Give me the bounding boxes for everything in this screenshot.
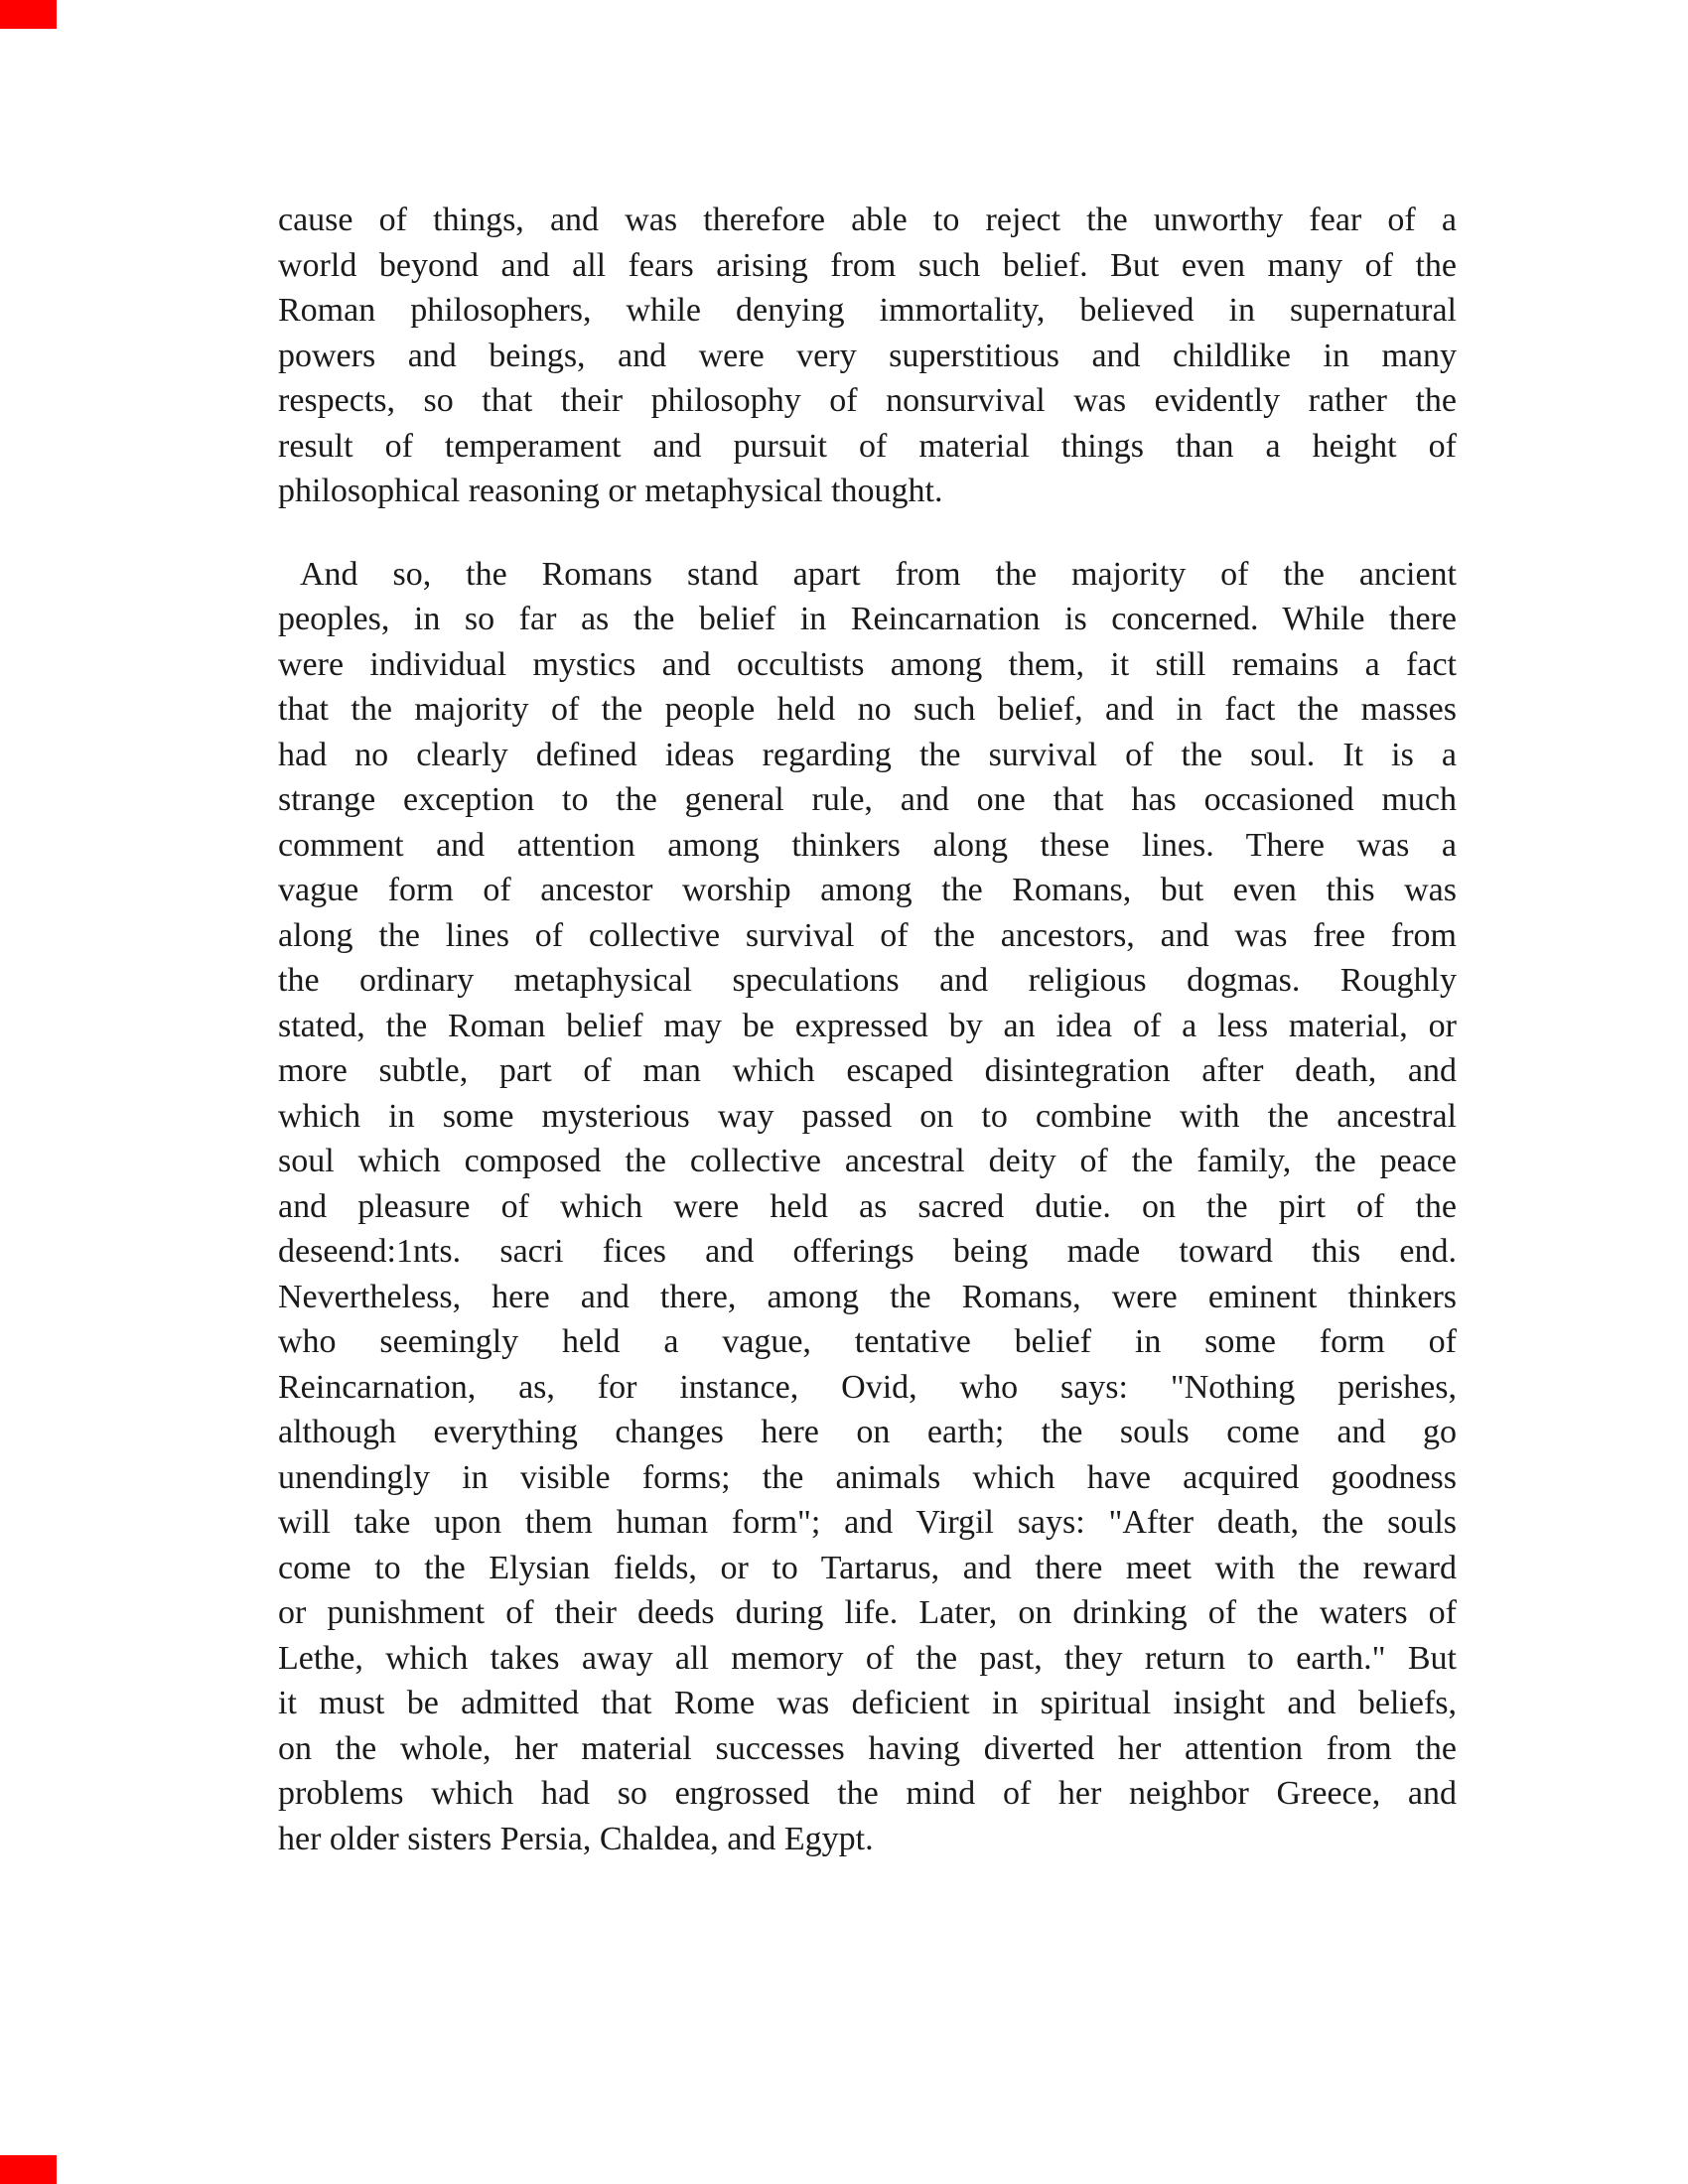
text-line: were individual mystics and occultists among them, it still remains a fact (278, 645, 1457, 683)
text-line: philosophical reasoning or metaphysical thought. (278, 473, 943, 509)
text-line: strange exception to the general rule, and one that has occasioned much (278, 781, 1457, 818)
text-line: who seemingly held a vague, tentative belief in some form of (278, 1323, 1457, 1360)
paragraph (278, 552, 1457, 1862)
paragraph (278, 198, 1457, 514)
text-line: unendingly in visible forms; the animals which have acquired goodness (278, 1458, 1457, 1496)
text-line: or punishment of their deeds during life. Later, on drinking of the waters of (278, 1594, 1457, 1631)
text-line: the ordinary metaphysical speculations and religious dogmas. Roughly (278, 962, 1457, 999)
text-line: will take upon them human form"; and Virgil says: "After death, the souls (278, 1504, 1457, 1541)
red-corner-mark-top-left (0, 0, 57, 29)
text-line: peoples, in so far as the belief in Reincarnation is concerned. While there (278, 601, 1457, 637)
text-line: more subtle, part of man which escaped disintegration after death, and (278, 1052, 1457, 1089)
text-line: her older sisters Persia, Chaldea, and Egypt. (278, 1820, 874, 1857)
text-line: which in some mysterious way passed on to combine with the ancestral (278, 1097, 1457, 1135)
text-line: cause of things, and was therefore able to reject the unworthy fear of a (278, 202, 1457, 238)
text-line: along the lines of collective survival of the ancestors, and was free from (278, 916, 1457, 954)
text-line: Lethe, which takes away all memory of the past, they return to earth." But (278, 1639, 1457, 1677)
text-line: it must be admitted that Rome was deficient in spiritual insight and beliefs, (278, 1685, 1457, 1721)
text-line: And so, the Romans stand apart from the majority of the ancient (300, 555, 1457, 593)
text-line: result of temperament and pursuit of material things than a height of (278, 427, 1457, 465)
text-line: powers and beings, and were very superstitious and childlike in many (278, 337, 1457, 374)
text-line: Roman philosophers, while denying immortality, believed in supernatural (278, 292, 1457, 329)
text-block (278, 198, 1457, 1861)
text-line: vague form of ancestor worship among the Romans, but even this was (278, 872, 1457, 908)
text-line: although everything changes here on earth; the souls come and go (278, 1414, 1457, 1450)
text-line: world beyond and all fears arising from such belief. But even many of the (278, 246, 1457, 284)
text-line: problems which had so engrossed the mind of her neighbor Greece, and (278, 1775, 1457, 1812)
text-line: stated, the Roman belief may be expressed by an idea of a less material, or (278, 1007, 1457, 1044)
text-line: on the whole, her material successes having diverted her attention from the (278, 1729, 1457, 1767)
text-line: come to the Elysian fields, or to Tartarus, and there meet with the reward (278, 1549, 1457, 1586)
text-line: Reincarnation, as, for instance, Ovid, who says: "Nothing perishes, (278, 1368, 1457, 1406)
red-corner-mark-bottom-left (0, 2155, 57, 2184)
text-line: Nevertheless, here and there, among the Romans, were eminent thinkers (278, 1278, 1457, 1315)
text-line: comment and attention among thinkers along these lines. There was a (278, 826, 1457, 864)
text-line: that the majority of the people held no such belief, and in fact the masses (278, 691, 1457, 728)
text-line: respects, so that their philosophy of nonsurvival was evidently rather the (278, 382, 1457, 419)
text-line: deseend:1nts. sacri fices and offerings being made toward this end. (278, 1233, 1457, 1270)
text-line: and pleasure of which were held as sacred dutie. on the pirt of the (278, 1187, 1457, 1225)
text-line: soul which composed the collective ancestral deity of the family, the peace (278, 1143, 1457, 1179)
text-line: had no clearly defined ideas regarding the survival of the soul. It is a (278, 736, 1457, 773)
